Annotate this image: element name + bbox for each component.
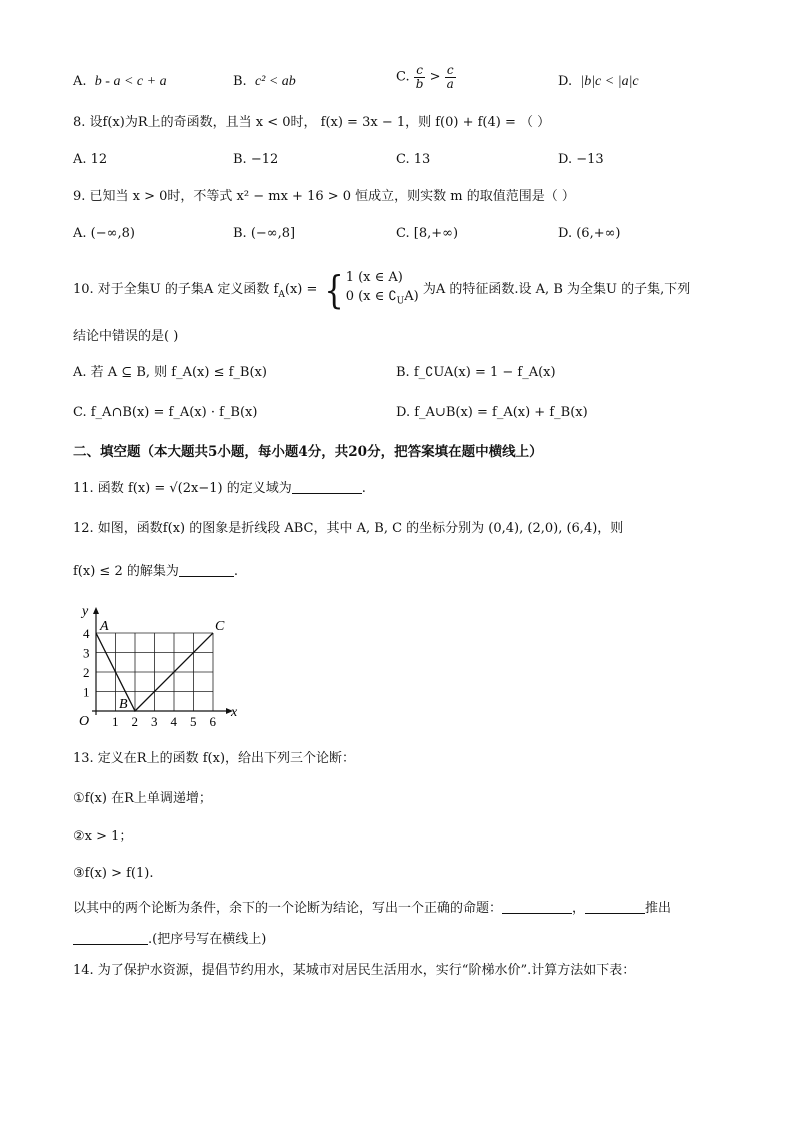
q10-stem: 10. 对于全集U 的子集A 定义函数 $f_A(x)$ = { 1 (x ∈ A) 0 (x ∈ $∁_UA$) 为A 的特征函数.设 A, B 为全集U 的子集,下列 [73, 267, 691, 312]
y-tick-label: 2 [83, 665, 90, 680]
q13-blank-1[interactable] [502, 901, 572, 914]
q10-option-a: A. 若 A ⊆ B, 则 f_A(x) ≤ f_B(x) [73, 365, 267, 380]
q13-blank-3[interactable] [73, 932, 148, 945]
q8-option-b: B. −12 [233, 152, 279, 167]
q10-line2: 结论中错误的是( ) [73, 329, 179, 344]
q8-option-c: C. 13 [396, 152, 431, 167]
y-axis-label: y [82, 604, 89, 619]
y-axis-arrow [93, 607, 99, 614]
q10-cases: 1 (x ∈ A) 0 (x ∈ $∁_UA$) [345, 270, 419, 307]
q7-option-d: D. |b|c < |a|c [558, 74, 639, 89]
q11: 11. 函数 f(x) = √(2x−1) 的定义域为 . [73, 481, 366, 496]
q13-stem: 13. 定义在R上的函数 f(x)，给出下列三个论断： [73, 751, 356, 766]
q14-stem: 14. 为了保护水资源，提倡节约用水，某城市对居民生活用水，实行“阶梯水价”.计算方法如下表： [73, 963, 636, 978]
q13-line6: .(把序号写在横线上) [73, 931, 266, 949]
q9-stem: 9. 已知当 x > 0时，不等式 x² − mx + 16 > 0 恒成立，则实数 m 的取值范围是（ ） [73, 189, 575, 204]
q8-stem: 8. 设f(x)为R上的奇函数，且当 x < 0时， f(x) = 3x − 1，则 f(0) + f(4) = （ ） [73, 115, 551, 130]
function-graph [70, 593, 250, 733]
q10-brace: { [323, 267, 344, 312]
y-tick-label: 4 [83, 626, 90, 641]
x-tick-label: 2 [131, 714, 138, 729]
q8-option-a: A. 12 [73, 152, 108, 167]
q10-option-b: B. f_∁UA(x) = 1 − f_A(x) [396, 365, 556, 380]
point-c-label: C [215, 619, 225, 634]
point-b-label: B [119, 697, 128, 712]
q9-option-d: D. (6,+∞) [558, 226, 621, 241]
point-a-label: A [100, 619, 109, 634]
q8-option-d: D. −13 [558, 152, 604, 167]
origin-label: O [79, 714, 90, 729]
q11-answer-blank[interactable] [292, 481, 362, 494]
q12-answer-blank[interactable] [179, 564, 234, 577]
q13-statement-2: ②x > 1； [73, 829, 133, 844]
x-tick-label: 1 [112, 714, 119, 729]
q7-option-a: A. b - a < c + a [73, 74, 167, 89]
q13-blank-2[interactable] [585, 901, 645, 914]
q12-line2: f(x) ≤ 2 的解集为 . [73, 564, 238, 579]
q7-option-c: C. $\frac{c}{b}$ > $\frac{c}{a}$ [396, 63, 454, 91]
q10-option-d: D. f_A∪B(x) = f_A(x) + f_B(x) [396, 405, 588, 420]
q9-option-a: A. (−∞,8) [73, 226, 135, 241]
x-axis-label: x [231, 705, 238, 720]
q9-option-c: C. [8,+∞) [396, 226, 459, 241]
y-tick-label: 3 [83, 645, 90, 661]
q13-statement-1: ①f(x) 在R上单调递增； [73, 791, 212, 806]
x-tick-label: 3 [151, 714, 158, 729]
q9-option-b: B. (−∞,8] [233, 226, 296, 241]
q13-statement-3: ③f(x) > f(1). [73, 866, 154, 881]
q10-option-c: C. f_A∩B(x) = f_A(x) · f_B(x) [73, 405, 258, 420]
section-title: 二、填空题（本大题共5小题，每小题4分，共20分，把答案填在题中横线上） [73, 444, 543, 460]
x-tick-label: 4 [170, 714, 177, 729]
q7-option-b: B. c² < ab [233, 74, 296, 89]
y-tick-label: 1 [83, 684, 90, 700]
x-tick-label: 5 [190, 714, 197, 729]
q12-line1: 12. 如图，函数f(x) 的图象是折线段 ABC，其中 A, B, C 的坐标分别为 (0,4), (2,0), (6,4)，则 [73, 521, 624, 536]
x-tick-label: 6 [209, 714, 216, 729]
q13-line5: 以其中的两个论断为条件，余下的一个论断为结论，写出一个正确的命题： ， 推出 [73, 901, 672, 916]
